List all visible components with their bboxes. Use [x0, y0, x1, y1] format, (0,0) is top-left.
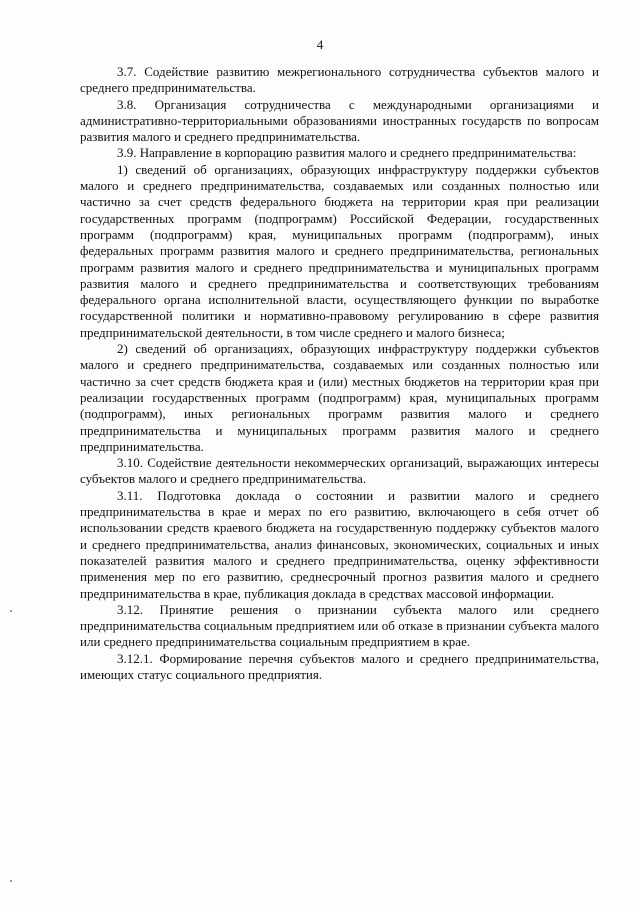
- paragraph-3-7: 3.7. Содействие развитию межрегионального сотрудничества субъектов малого и среднего предпринимательства.: [80, 64, 599, 96]
- scan-artifact: [10, 610, 12, 612]
- paragraph-3-8: 3.8. Организация сотрудничества с международными организациями и административно-территориальными образованиями иностранных государств по вопросам развития малого и среднего предпринимательства.: [80, 96, 599, 145]
- paragraph-3-12-1: 3.12.1. Формирование перечня субъектов малого и среднего предпринимательства, имеющих статус социального предприятия.: [80, 650, 599, 682]
- paragraph-3-9-item-2: 2) сведений об организациях, образующих инфраструктуру поддержки субъектов малого и среднего предпринимательства, создаваемых или созданных полностью или частично за счет средств бюджета края и (или) местных бюджетов на территории края при реализации государственных программ (подпрограмм) края, муниципальных программ (подпрограмм), иных региональных программ развития малого и среднего предпринимательства и муниципальных программ развития малого и среднего предпринимательства.: [80, 341, 599, 454]
- scan-artifact: [10, 880, 12, 882]
- paragraph-3-12: 3.12. Принятие решения о признании субъекта малого или среднего предпринимательства социальным предприятием или об отказе в признании субъекта малого или среднего предпринимательства социальным предприятием в крае.: [80, 601, 599, 650]
- paragraph-3-9: 3.9. Направление в корпорацию развития малого и среднего предпринимательства:: [117, 145, 577, 161]
- paragraph-3-11: 3.11. Подготовка доклада о состоянии и развитии малого и среднего предпринимательства в крае и мерах по его развитию, включающего в себя отчет об использовании средств краевого бюджета на государственную поддержку субъектов малого и среднего предпринимательства, анализ финансовых, экономических, социальных и иных показателей развития малого и среднего предпринимательства, оценку эффективности применения мер по его развитию, среднесрочный прогноз развития малого и среднего предпринимательства в крае, публикация доклада в средствах массовой информации.: [80, 487, 599, 601]
- paragraph-3-9-item-1: 1) сведений об организациях, образующих инфраструктуру поддержки субъектов малого и среднего предпринимательства, создаваемых или созданных полностью или частично за счет средств федерального бюджета на территории края при реализации государственных программ (подпрограмм) Российской Федерации, государственных программ (подпрограмм) края, муниципальных программ (подпрограмм), иных федеральных программ развития малого и среднего предпринимательства, региональных программ развития малого и среднего предпринимательства и муниципальных программ развития малого и среднего предпринимательства и соответствующих требованиям федерального органа исполнительной власти, осуществляющего функции по выработке государственной политики и нормативно-правовому регулированию в сфере развития предпринимательской деятельности, в том числе среднего и малого бизнеса;: [80, 161, 599, 340]
- paragraph-3-10: 3.10. Содействие деятельности некоммерческих организаций, выражающих интересы субъектов малого и среднего предпринимательства.: [80, 455, 599, 487]
- page-number: 4: [316, 37, 324, 52]
- document-body: [80, 64, 599, 683]
